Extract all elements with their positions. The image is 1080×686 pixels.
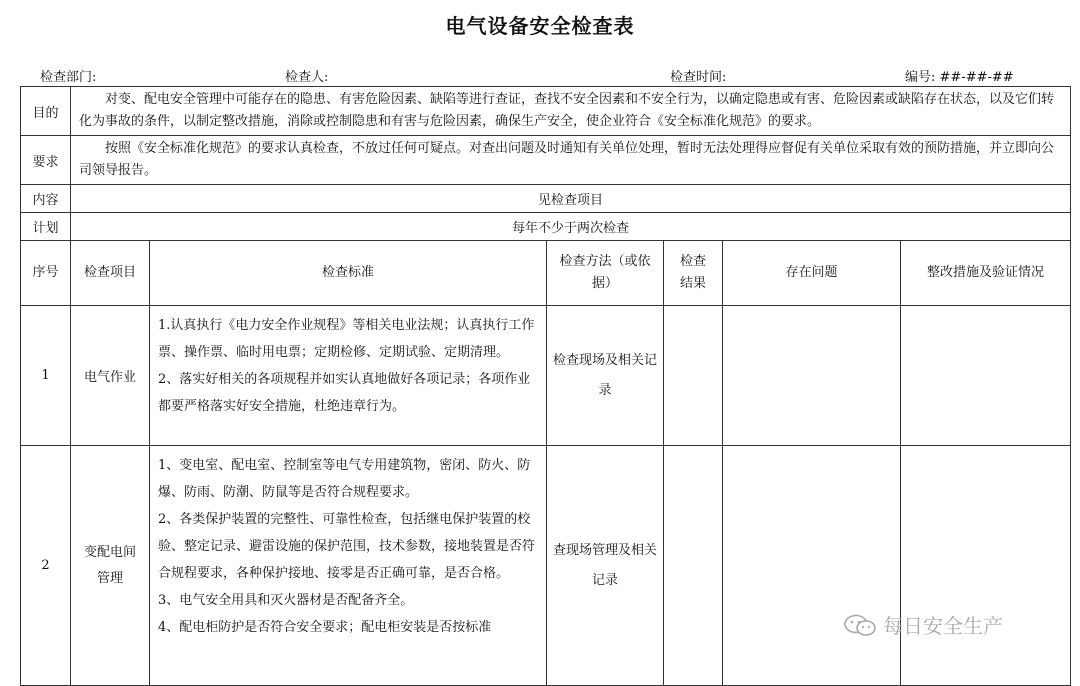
inspection-item: 变配电间管理 (71, 446, 150, 686)
col-header-standard: 检查标准 (150, 241, 547, 306)
requirement-label: 要求 (21, 136, 71, 185)
row-number: 1 (21, 306, 71, 446)
inspection-standard (150, 446, 547, 686)
standard-line: 4、配电柜防护是否符合安全要求；配电柜安装是否按标准 (158, 620, 492, 635)
wechat-icon (843, 613, 877, 637)
rectification-cell (901, 446, 1071, 686)
plan-label: 计划 (21, 213, 71, 241)
content-label: 内容 (21, 185, 71, 213)
plan-row (21, 213, 1071, 241)
col-header-result: 检查结果 (664, 241, 723, 306)
document-title: 电气设备安全检查表 (445, 14, 635, 38)
col-header-rectify: 整改措施及验证情况 (901, 241, 1071, 306)
content-text: 见检查项目 (71, 185, 1071, 213)
requirement-text: 按照《安全标准化规范》的要求认真检查，不放过任何可疑点。对查出问题及时通知有关单位处理，暂时无法处理得应督促有关单位采取有效的预防措施，并立即向公司领导报告。 (71, 136, 1071, 185)
purpose-text: 对变、配电安全管理中可能存在的隐患、有害危险因素、缺陷等进行查证，查找不安全因素和不安全行为，以确定隐患或有害、危险因素或缺陷存在状态，以及它们转化为事故的条件，以制定整改措施，消除或控制隐患和有害与危险因素，确保生产安全，使企业符合《安全标准化规范》的要求。 (71, 87, 1071, 136)
standard-line: 2、各类保护装置的完整性、可靠性检查，包括继电保护装置的校验、整定记录、避雷设施的保护范围，技术参数，接地装置是否符合规程要求，各种保护接地、接零是否正确可靠，是否合格。 (158, 512, 536, 581)
purpose-label: 目的 (21, 87, 71, 136)
col-header-no: 序号 (21, 241, 71, 306)
standard-line: 3、电气安全用具和灭火器材是否配备齐全。 (158, 593, 414, 608)
col-header-item: 检查项目 (71, 241, 150, 306)
inspection-table (20, 86, 1071, 686)
problem-cell (723, 306, 901, 446)
requirement-row (21, 136, 1071, 185)
table-row (21, 306, 1071, 446)
document-number: 编号: ##-##-## (905, 70, 1014, 85)
inspection-method: 检查现场及相关记录 (547, 306, 664, 446)
watermark-text: 每日安全生产 (883, 614, 1003, 638)
col-header-problem: 存在问题 (723, 241, 901, 306)
row-number: 2 (21, 446, 71, 686)
department-label: 检查部门: (40, 70, 97, 85)
standard-line: 2、落实好相关的各项规程并如实认真地做好各项记录；各项作业都要严格落实好安全措施，杜绝违章行为。 (158, 372, 531, 414)
inspection-result-cell (664, 446, 723, 686)
standard-line: 1.认真执行《电力安全作业规程》等相关电业法规；认真执行工作票、操作票、临时用电票；定期检修、定期试验、定期清理。 (158, 318, 535, 360)
inspection-result-cell (664, 306, 723, 446)
purpose-row (21, 87, 1071, 136)
column-header-row (21, 241, 1071, 306)
problem-cell (723, 446, 901, 686)
inspection-time-label: 检查时间: (670, 70, 727, 85)
inspection-method: 查现场管理及相关记录 (547, 446, 664, 686)
standard-line: 1、变电室、配电室、控制室等电气专用建筑物，密闭、防火、防爆、防雨、防潮、防鼠等是否符合规程要求。 (158, 458, 531, 500)
table-row (21, 446, 1071, 686)
inspection-standard (150, 306, 547, 446)
col-header-method: 检查方法（或依据） (547, 241, 664, 306)
inspector-label: 检查人: (285, 70, 329, 85)
watermark (843, 610, 1003, 639)
inspection-item: 电气作业 (71, 306, 150, 446)
content-row (21, 185, 1071, 213)
plan-text: 每年不少于两次检查 (71, 213, 1071, 241)
rectification-cell (901, 306, 1071, 446)
